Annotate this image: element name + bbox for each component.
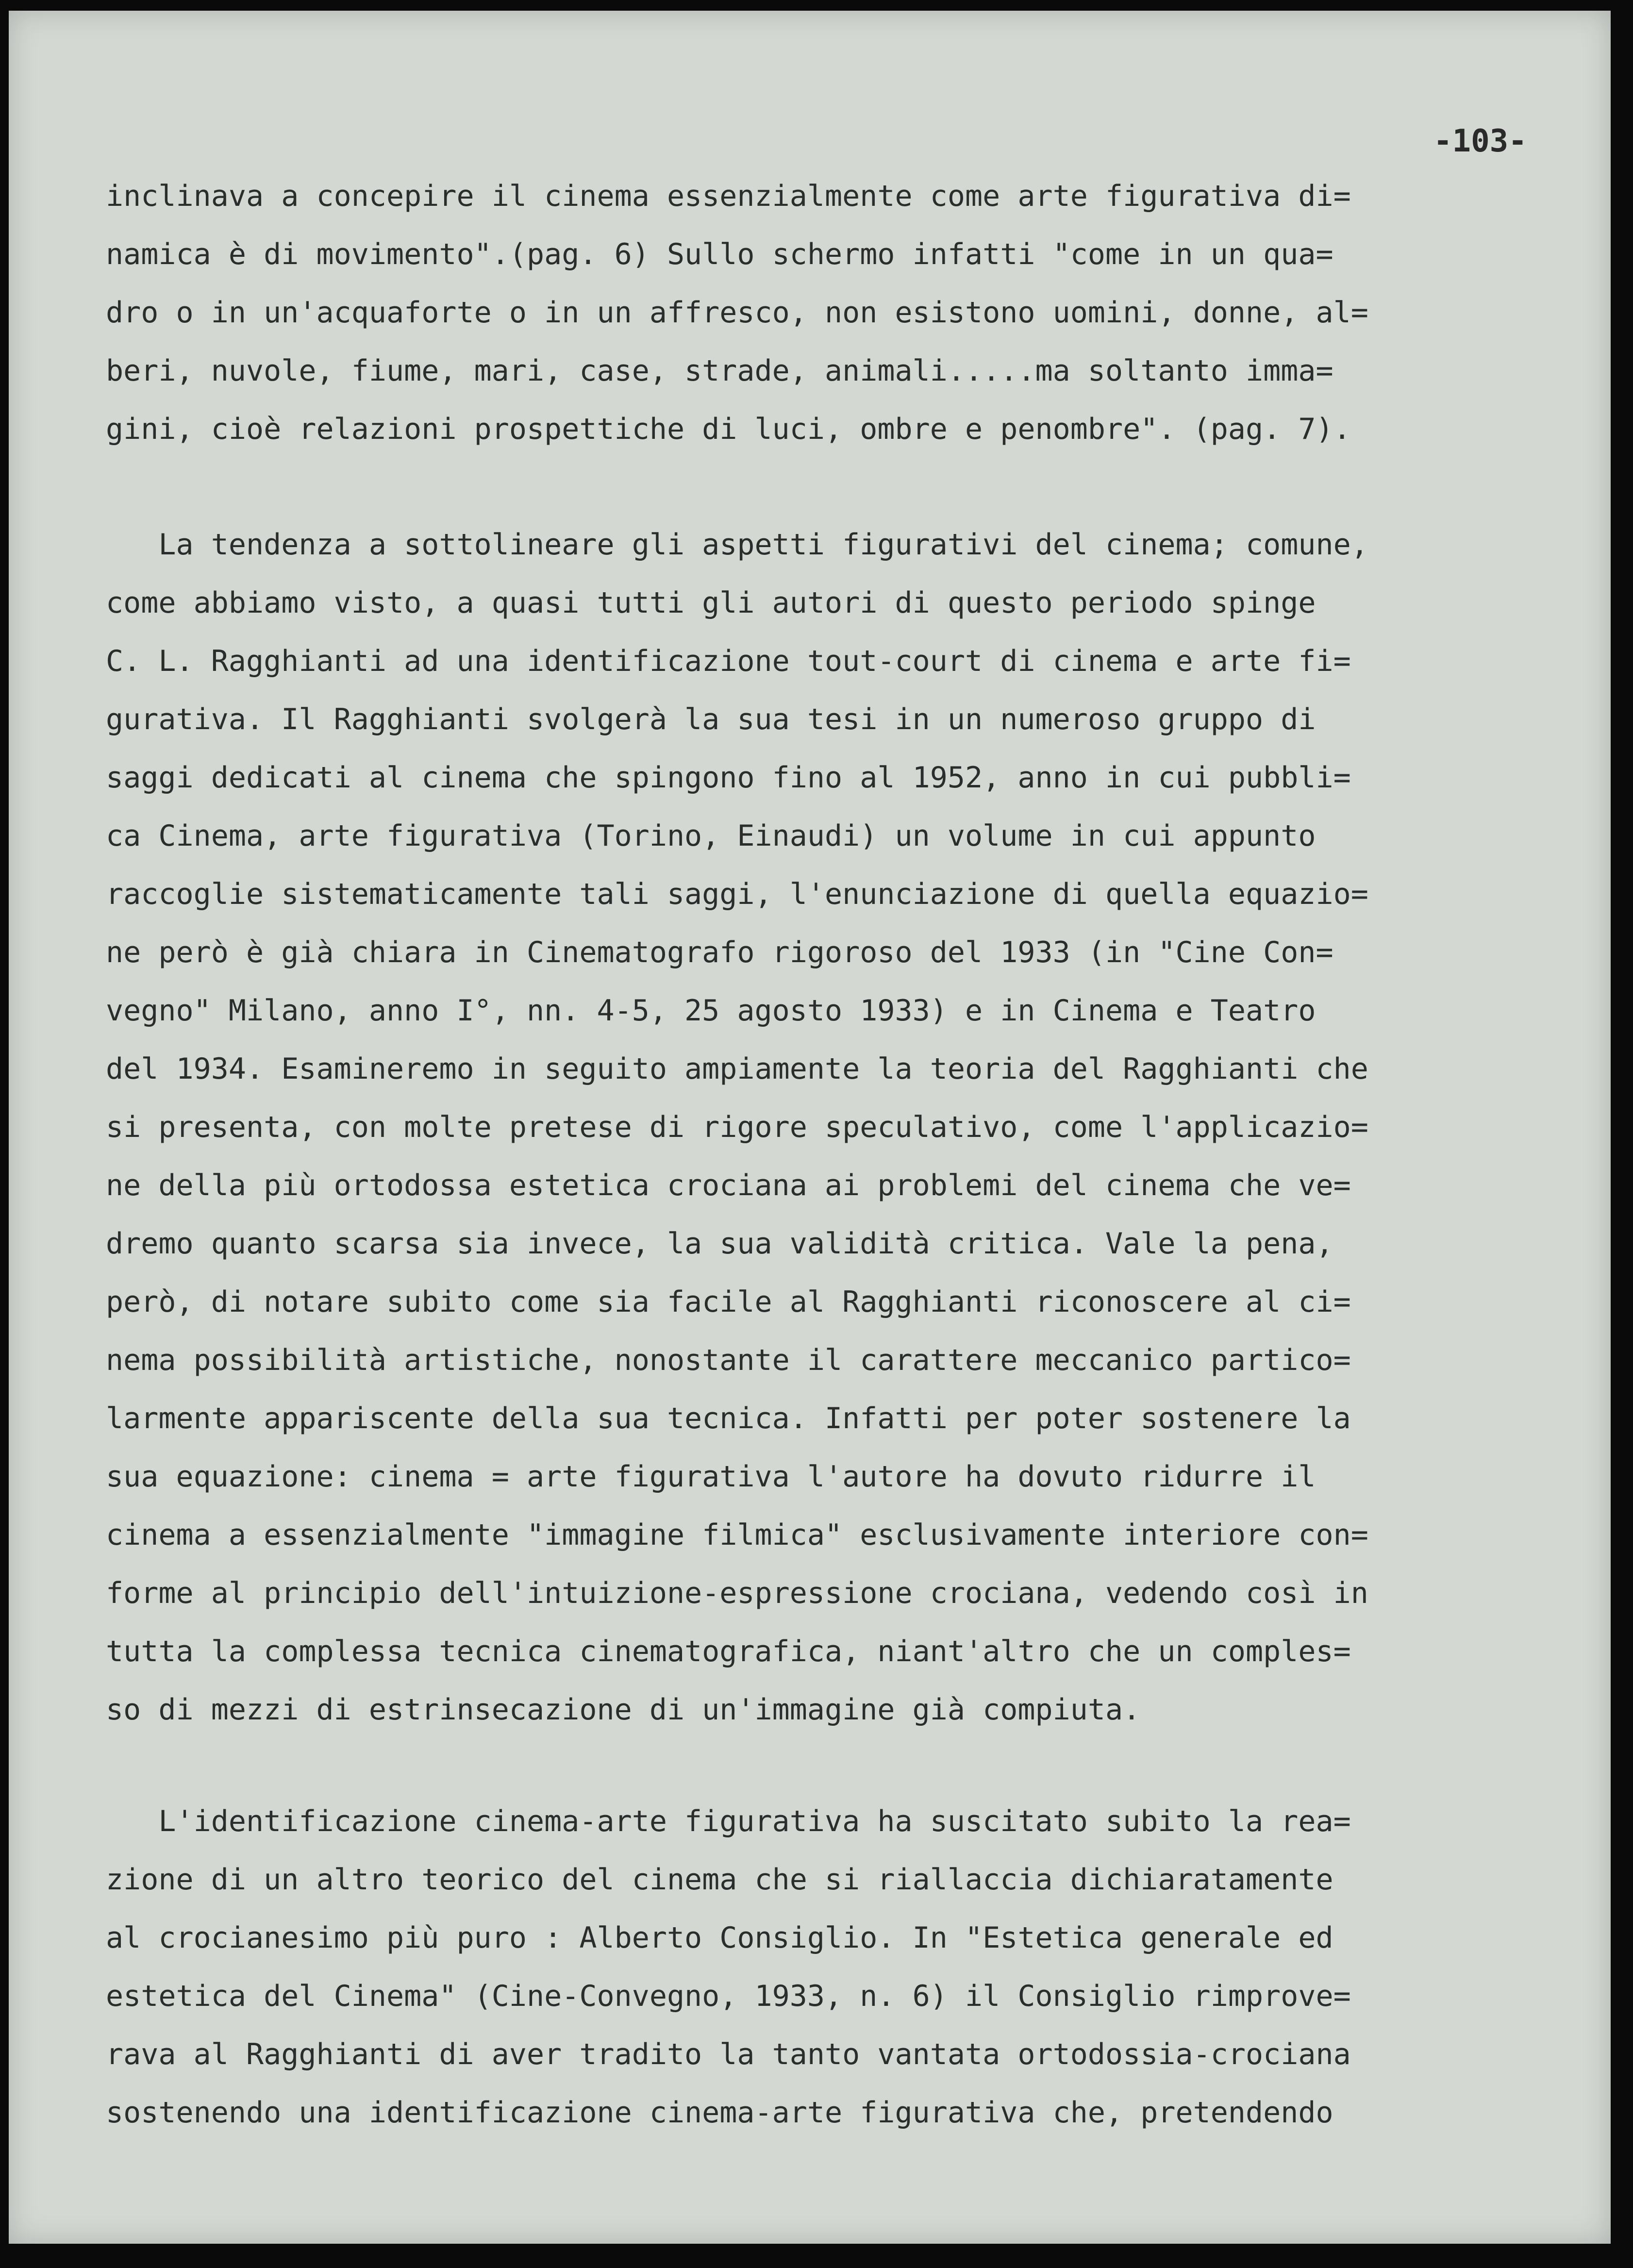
text-line: al crocianesimo più puro : Alberto Consiglio. In "Estetica generale ed: [106, 1921, 1333, 1955]
text-line: rava al Ragghianti di aver tradito la tanto vantata ortodossia-crociana: [106, 2037, 1351, 2071]
text-line: sua equazione: cinema = arte figurativa l'autore ha dovuto ridurre il: [106, 1460, 1316, 1494]
text-line: cinema a essenzialmente "immagine filmica" esclusivamente interiore con=: [106, 1518, 1368, 1552]
text-line: gini, cioè relazioni prospettiche di luci, ombre e penombre". (pag. 7).: [106, 412, 1351, 446]
text-line: del 1934. Esamineremo in seguito ampiamente la teoria del Ragghianti che: [106, 1052, 1368, 1086]
text-line: si presenta, con molte pretese di rigore speculativo, come l'applicazio=: [106, 1110, 1368, 1144]
text-line: so di mezzi di estrinsecazione di un'immagine già compiuta.: [106, 1693, 1141, 1727]
text-line: forme al principio dell'intuizione-espressione crociana, vedendo così in: [106, 1576, 1368, 1610]
text-line: vegno" Milano, anno I°, nn. 4-5, 25 agosto 1933) e in Cinema e Teatro: [106, 994, 1316, 1028]
text-line: estetica del Cinema" (Cine-Convegno, 1933, n. 6) il Consiglio rimprove=: [106, 1979, 1351, 2013]
text-line: L'identificazione cinema-arte figurativa ha suscitato subito la rea=: [106, 1804, 1351, 1838]
text-line: però, di notare subito come sia facile al Ragghianti riconoscere al ci=: [106, 1285, 1351, 1319]
text-line: come abbiamo visto, a quasi tutti gli autori di questo periodo spinge: [106, 586, 1316, 620]
text-line: larmente appariscente della sua tecnica. Infatti per poter sostenere la: [106, 1401, 1351, 1435]
text-line: nema possibilità artistiche, nonostante il carattere meccanico partico=: [106, 1343, 1351, 1377]
text-line: raccoglie sistematicamente tali saggi, l'enunciazione di quella equazio=: [106, 877, 1368, 911]
text-line: ca Cinema, arte figurativa (Torino, Einaudi) un volume in cui appunto: [106, 819, 1316, 853]
text-line: dro o in un'acquaforte o in un affresco, non esistono uomini, donne, al=: [106, 296, 1368, 330]
text-line: ne però è già chiara in Cinematografo rigoroso del 1933 (in "Cine Con=: [106, 935, 1333, 969]
text-line: La tendenza a sottolineare gli aspetti figurativi del cinema; comune,: [106, 528, 1368, 562]
text-line: zione di un altro teorico del cinema che si riallaccia dichiaratamente: [106, 1863, 1333, 1897]
text-line: dremo quanto scarsa sia invece, la sua validità critica. Vale la pena,: [106, 1227, 1333, 1261]
text-line: gurativa. Il Ragghianti svolgerà la sua tesi in un numeroso gruppo di: [106, 702, 1316, 736]
text-line: sostenendo una identificazione cinema-arte figurativa che, pretendendo: [106, 2096, 1333, 2130]
page-number: -103-: [1433, 123, 1527, 159]
text-line: beri, nuvole, fiume, mari, case, strade, animali.....ma soltanto imma=: [106, 354, 1333, 388]
text-line: namica è di movimento".(pag. 6) Sullo schermo infatti "come in un qua=: [106, 237, 1333, 271]
text-line: saggi dedicati al cinema che spingono fino al 1952, anno in cui pubbli=: [106, 761, 1351, 795]
text-line: ne della più ortodossa estetica crociana ai problemi del cinema che ve=: [106, 1168, 1351, 1202]
text-line: inclinava a concepire il cinema essenzialmente come arte figurativa di=: [106, 179, 1351, 213]
text-line: C. L. Ragghianti ad una identificazione tout-court di cinema e arte fi=: [106, 644, 1351, 678]
text-line: tutta la complessa tecnica cinematografica, niant'altro che un comples=: [106, 1634, 1351, 1668]
document-page: [9, 11, 1611, 2244]
